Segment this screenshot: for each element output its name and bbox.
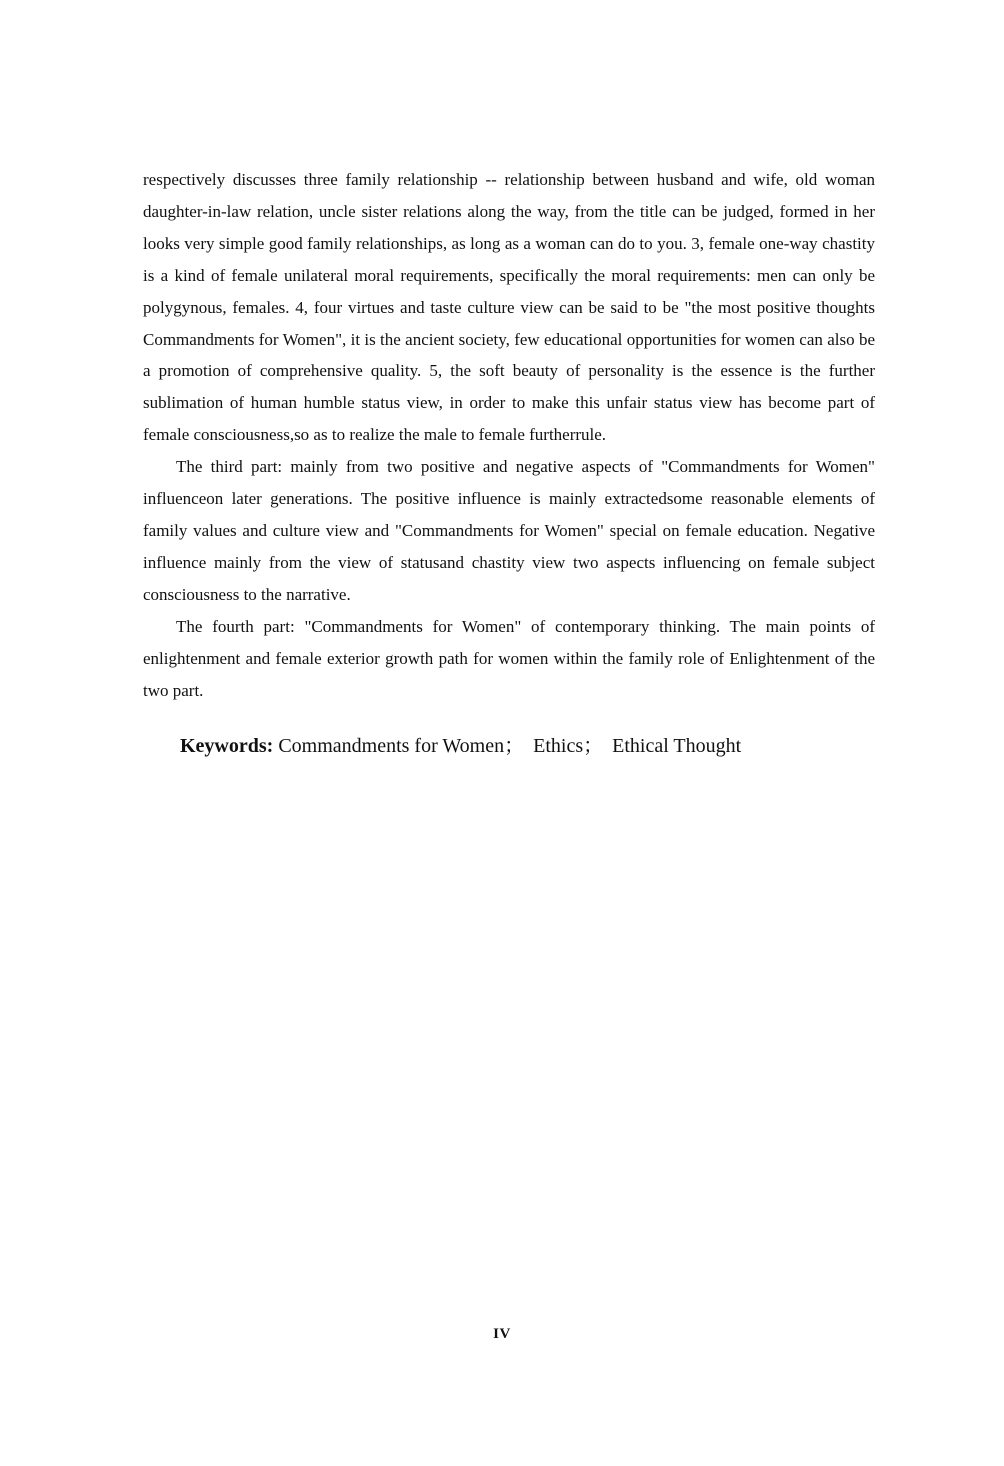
keywords-line <box>180 730 880 762</box>
keyword-separator: ； <box>504 735 525 757</box>
keyword-item: Commandments for Women <box>278 735 505 757</box>
paragraph-continued: respectively discusses three family relationship -- relationship between husband and wife, old woman daughter-in-law relation, uncle sister relations along the way, from the title can be judged, formed in her looks very simple good family relationships, as long as a woman can do to you. 3, female one-way chastity is a kind of female unilateral moral requirements, specifically the moral requirements: men can only be polygynous, females. 4, four virtues and taste culture view can be said to be "the most positive thoughts Commandments for Women", it is the ancient society, few educational opportunities for women can also be a promotion of comprehensive quality. 5, the soft beauty of personality is the essence is the further sublimation of human humble status view, in order to make this unfair status view has become part of female consciousness,so as to realize the male to female furtherrule. <box>143 170 875 445</box>
abstract-body <box>143 164 875 706</box>
page-number: IV <box>493 1326 511 1342</box>
keyword-item: Ethics <box>533 735 584 757</box>
paragraph-third-part: The third part: mainly from two positive and negative aspects of "Commandments for Women" influenceon later generations. The positive influence is mainly extractedsome reasonable elements of family values and culture view and "Commandments for Women" special on female education. Negative influence mainly from the view of statusand chastity view two aspects influencing on female subject consciousness to the narrative. <box>143 457 875 604</box>
keyword-item: Ethical Thought <box>612 735 742 757</box>
paragraph-fourth-part: The fourth part: "Commandments for Women" of contemporary thinking. The main points of enlightenment and female exterior growth path for women within the family role of Enlightenment of the two part. <box>143 616 875 700</box>
keyword-separator: ； <box>583 735 604 757</box>
keywords-label: Keywords: <box>180 735 279 757</box>
